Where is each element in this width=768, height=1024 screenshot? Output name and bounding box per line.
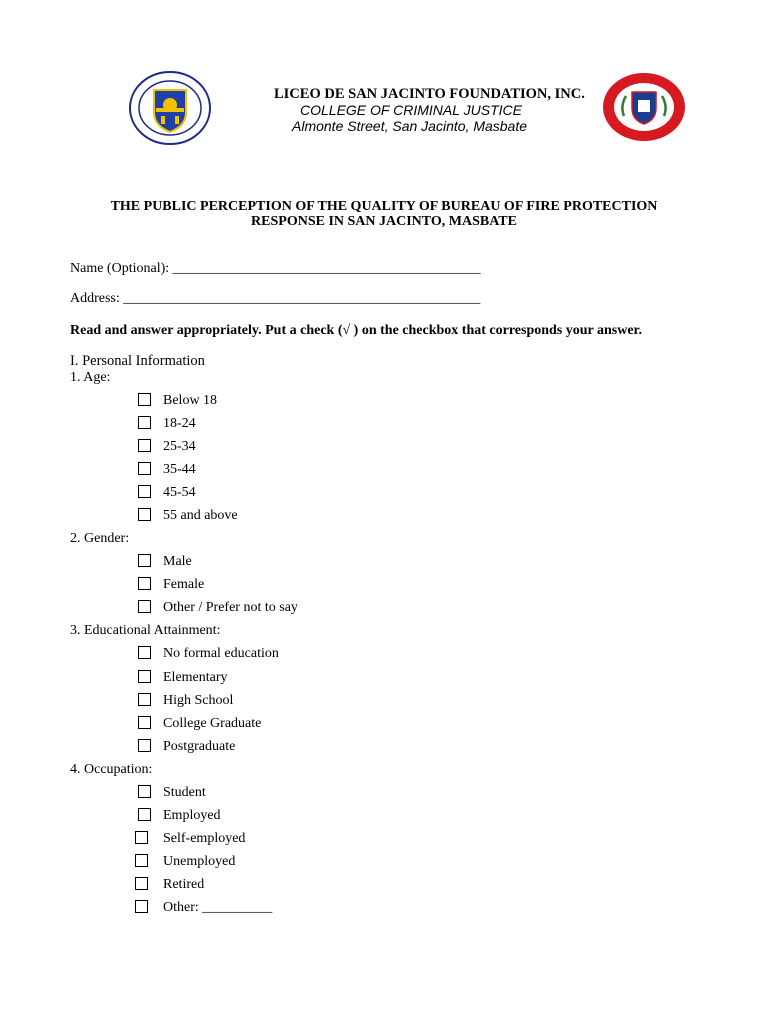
option-label: Employed (163, 808, 221, 823)
checkbox-edu-postgraduate[interactable] (138, 739, 151, 752)
checkbox-gender-female[interactable] (138, 577, 151, 590)
option-label: Student (163, 785, 206, 800)
survey-title-line2: RESPONSE IN SAN JACINTO, MASBATE (251, 214, 517, 229)
survey-title-line1: THE PUBLIC PERCEPTION OF THE QUALITY OF BUREAU OF FIRE PROTECTION (110, 199, 658, 214)
option-label: Self-employed (163, 831, 246, 846)
option-label: Other / Prefer not to say (163, 600, 298, 615)
section-title: I. Personal Information (70, 353, 205, 369)
checkbox-age-35-44[interactable] (138, 462, 151, 475)
checkbox-age-45-54[interactable] (138, 485, 151, 498)
option-label: Elementary (163, 670, 228, 685)
option-label: Below 18 (163, 393, 218, 408)
criminology-seal-icon (602, 72, 686, 142)
address-field[interactable]: Address: ___________________________________________________ (70, 291, 481, 306)
checkbox-age-below-18[interactable] (138, 393, 151, 406)
school-seal-icon (128, 70, 212, 146)
option-label: 45-54 (163, 485, 196, 500)
question-gender: 2. Gender: (70, 531, 130, 546)
checkbox-edu-college[interactable] (138, 716, 151, 729)
institution-name: LICEO DE SAN JACINTO FOUNDATION, INC. (274, 86, 585, 102)
option-label: 55 and above (163, 508, 238, 523)
checkbox-edu-high-school[interactable] (138, 693, 151, 706)
option-label: Postgraduate (163, 739, 236, 754)
checkbox-occ-student[interactable] (138, 785, 151, 798)
question-age: 1. Age: (70, 370, 111, 385)
checkbox-edu-none[interactable] (138, 646, 151, 659)
option-label: 25-34 (163, 439, 196, 454)
option-label: Unemployed (163, 854, 236, 869)
name-field[interactable]: Name (Optional): ____________________________________________ (70, 261, 481, 276)
question-occupation: 4. Occupation: (70, 762, 153, 777)
checkbox-edu-elementary[interactable] (138, 670, 151, 683)
instructions: Read and answer appropriately. Put a check (√ ) on the checkbox that corresponds your answer. (70, 323, 642, 338)
checkbox-age-18-24[interactable] (138, 416, 151, 429)
college-name: COLLEGE OF CRIMINAL JUSTICE (300, 102, 522, 118)
option-label: College Graduate (163, 716, 262, 731)
checkbox-gender-other[interactable] (138, 600, 151, 613)
option-label: Other: __________ (163, 900, 273, 915)
option-label: 35-44 (163, 462, 196, 477)
option-label: High School (163, 693, 234, 708)
checkbox-age-55-above[interactable] (138, 508, 151, 521)
option-label: Male (163, 554, 192, 569)
checkbox-occ-employed[interactable] (138, 808, 151, 821)
checkbox-occ-self-employed[interactable] (135, 831, 148, 844)
option-label: No formal education (163, 646, 279, 661)
option-label: Retired (163, 877, 205, 892)
institution-address: Almonte Street, San Jacinto, Masbate (292, 118, 528, 134)
checkbox-occ-other[interactable] (135, 900, 148, 913)
checkbox-occ-retired[interactable] (135, 877, 148, 890)
option-label: Female (163, 577, 205, 592)
question-education: 3. Educational Attainment: (70, 623, 221, 638)
checkbox-occ-unemployed[interactable] (135, 854, 148, 867)
checkbox-age-25-34[interactable] (138, 439, 151, 452)
option-label: 18-24 (163, 416, 196, 431)
checkbox-gender-male[interactable] (138, 554, 151, 567)
